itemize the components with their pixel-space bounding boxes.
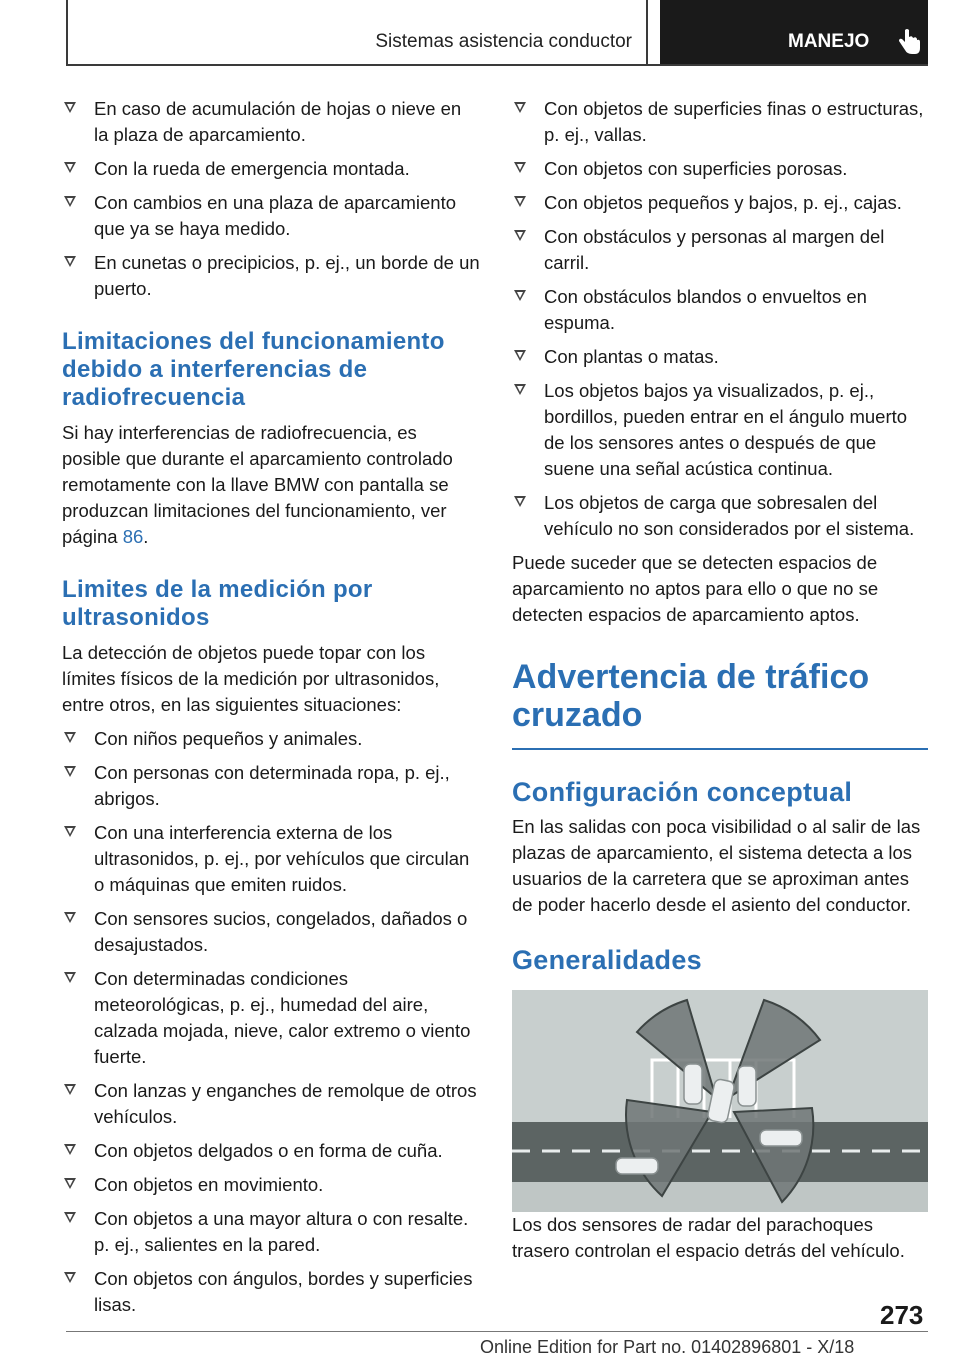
paragraph-concept: En las salidas con poca visibilidad o al salir de las plazas de aparcamiento, el sistema detecta a los usuarios de la carretera que se aproximan antes de poder hacerlo desde el asiento del conductor. (512, 816, 921, 915)
list-item: Con sensores sucios, congelados, dañados o desajustados. (62, 906, 480, 958)
list-item: En caso de acumulación de hojas o nieve en la plaza de aparcamiento. (62, 96, 480, 148)
page-link[interactable]: 86 (122, 526, 144, 547)
header-section-title: Sistemas asistencia conductor (66, 0, 648, 64)
list-item: Con obstáculos blandos o envueltos en espuma. (512, 284, 928, 336)
list-item: Con objetos en movimiento. (62, 1172, 480, 1198)
list-item: En cunetas o precipicios, p. ej., un borde de un puerto. (62, 250, 480, 302)
list-item: Con plantas o matas. (512, 344, 928, 370)
triangle-bullet-icon (514, 384, 526, 395)
triangle-bullet-icon (514, 350, 526, 361)
list-item: Con obstáculos y personas al margen del carril. (512, 224, 928, 276)
triangle-bullet-icon (64, 732, 76, 743)
figure-caption: Los dos sensores de radar del parachoques trasero controlan el espacio detrás del vehículo. (512, 1214, 905, 1261)
heading-rf-interference: Limitaciones del funcionamiento debido a interferencias de radiofrecuencia (62, 328, 445, 411)
triangle-bullet-icon (64, 102, 76, 113)
list-item: Con objetos a una mayor altura o con resalte. p. ej., salientes en la pared. (62, 1206, 480, 1258)
triangle-bullet-icon (64, 1212, 76, 1223)
triangle-bullet-icon (514, 496, 526, 507)
page-number: 273 (880, 1300, 924, 1330)
list-item: Con niños pequeños y animales. (62, 726, 480, 752)
heading-concept: Configuración conceptual (512, 777, 853, 807)
triangle-bullet-icon (514, 290, 526, 301)
list-item: Con personas con determinada ropa, p. ej., abrigos. (62, 760, 480, 812)
header-chapter-label: MANEJO (788, 31, 870, 52)
paragraph-parking-detection: Puede suceder que se detecten espacios de aparcamiento no aptos para ello o que no se detecten espacios de aparcamiento aptos. (512, 552, 879, 625)
paragraph-rf-interference: Si hay interferencias de radiofrecuencia, es posible que durante el aparcamiento controlado remotamente con la llave BMW con pantalla se produzcan limitaciones del funcionamiento, ver página 86. (62, 422, 453, 547)
list-item: Con determinadas condiciones meteorológicas, p. ej., humedad del aire, calzada mojada, nieve, calor extremo o viento fuerte. (62, 966, 480, 1070)
list-item: Con objetos de superficies finas o estructuras, p. ej., vallas. (512, 96, 928, 148)
hand-pointer-icon (896, 28, 922, 56)
paragraph-ultrasonic-limits: La detección de objetos puede topar con los límites físicos de la medición por ultrasonidos, entre otros, en las siguientes situaciones: (62, 642, 440, 715)
left-column (62, 96, 480, 1326)
triangle-bullet-icon (64, 766, 76, 777)
footer-rule (66, 1331, 928, 1332)
bullet-list-top (62, 96, 480, 302)
triangle-bullet-icon (514, 230, 526, 241)
list-item: Con objetos pequeños y bajos, p. ej., cajas. (512, 190, 928, 216)
triangle-bullet-icon (64, 1084, 76, 1095)
triangle-bullet-icon (64, 826, 76, 837)
triangle-bullet-icon (64, 1144, 76, 1155)
triangle-bullet-icon (64, 196, 76, 207)
triangle-bullet-icon (514, 102, 526, 113)
right-column (512, 96, 928, 1264)
triangle-bullet-icon (64, 256, 76, 267)
list-item: Con una interferencia externa de los ultrasonidos, p. ej., por vehículos que circulan o máquinas que emiten ruidos. (62, 820, 480, 898)
bullet-list-right (512, 96, 928, 542)
header-rule (66, 64, 928, 66)
triangle-bullet-icon (514, 162, 526, 173)
list-item: Con cambios en una plaza de aparcamiento que ya se haya medido. (62, 190, 480, 242)
triangle-bullet-icon (514, 196, 526, 207)
list-item: Los objetos de carga que sobresalen del vehículo no son considerados por el sistema. (512, 490, 928, 542)
triangle-bullet-icon (64, 162, 76, 173)
triangle-bullet-icon (64, 912, 76, 923)
triangle-bullet-icon (64, 1178, 76, 1189)
triangle-bullet-icon (64, 972, 76, 983)
list-item: Con lanzas y enganches de remolque de otros vehículos. (62, 1078, 480, 1130)
header-chapter-tab (660, 0, 928, 64)
heading-general: Generalidades (512, 945, 702, 975)
list-item: Los objetos bajos ya visualizados, p. ej., bordillos, pueden entrar en el ángulo muerto de los sensores antes o después de que suene una señal acústica continua. (512, 378, 928, 482)
list-item: Con la rueda de emergencia montada. (62, 156, 480, 182)
footer-edition: Online Edition for Part no. 01402896801 - X/18 (480, 1337, 855, 1357)
list-item: Con objetos delgados o en forma de cuña. (62, 1138, 480, 1164)
list-item: Con objetos con ángulos, bordes y superficies lisas. (62, 1266, 480, 1318)
heading-ultrasonic-limits: Limites de la medición por ultrasonidos (62, 576, 373, 631)
cross-traffic-illustration (512, 990, 928, 1212)
triangle-bullet-icon (64, 1272, 76, 1283)
bullet-list-bottom (62, 726, 480, 1318)
list-item: Con objetos con superficies porosas. (512, 156, 928, 182)
section-heading-cross-traffic: Advertencia de tráfico cruzado (512, 658, 928, 750)
